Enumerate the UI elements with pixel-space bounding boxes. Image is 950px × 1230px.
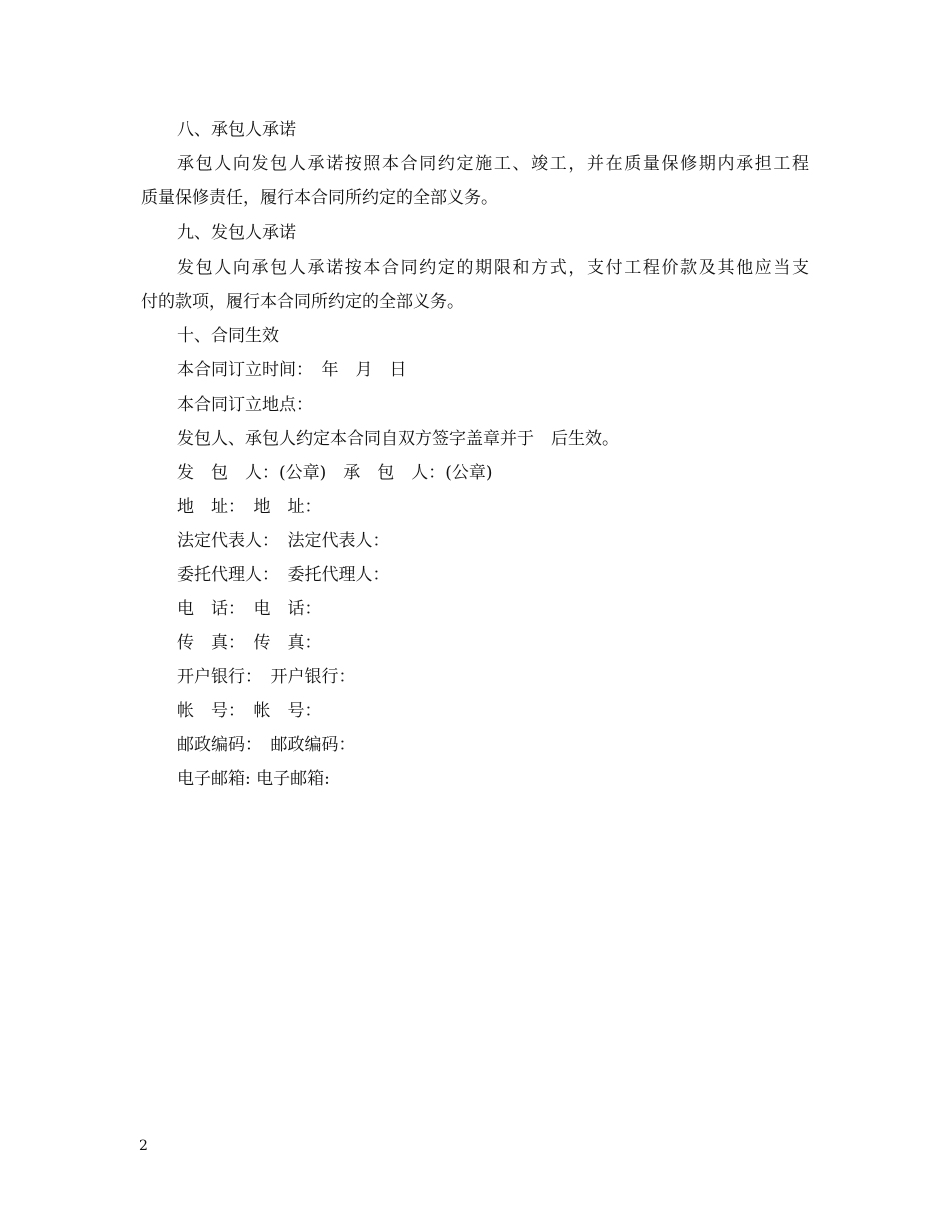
- postal-code-line: 邮政编码： 邮政编码：: [177, 735, 356, 755]
- phone-line: 电 话： 电 话：: [177, 599, 322, 619]
- authorized-agent-line: 委托代理人： 委托代理人：: [177, 565, 390, 585]
- signing-date-line: 本合同订立时间： 年 月 日: [177, 360, 407, 380]
- paragraph-line: 发包人向承包人承诺按本合同约定的期限和方式，支付工程价款及其他应当支: [177, 258, 809, 278]
- section-heading-8: 八、承包人承诺: [177, 120, 296, 140]
- account-number-line: 帐 号： 帐 号：: [177, 701, 322, 721]
- party-names-line: 发 包 人：(公章) 承 包 人：(公章): [177, 463, 493, 483]
- page-number: 2: [139, 1138, 148, 1154]
- section-heading-9: 九、发包人承诺: [177, 223, 296, 243]
- email-line: 电子邮箱: 电子邮箱:: [177, 769, 330, 789]
- effective-clause-line: 发包人、承包人约定本合同自双方签字盖章并于 后生效。: [177, 429, 619, 449]
- paragraph-line: 承包人向发包人承诺按照本合同约定施工、竣工，并在质量保修期内承担工程: [177, 154, 809, 174]
- paragraph-line: 付的款项，履行本合同所约定的全部义务。: [141, 292, 464, 312]
- fax-line: 传 真： 传 真：: [177, 633, 322, 653]
- signing-place-line: 本合同订立地点：: [177, 395, 313, 415]
- legal-representative-line: 法定代表人： 法定代表人：: [177, 531, 390, 551]
- address-line: 地 址： 地 址：: [177, 497, 322, 517]
- bank-line: 开户银行： 开户银行：: [177, 667, 356, 687]
- section-heading-10: 十、合同生效: [177, 326, 279, 346]
- paragraph-line: 质量保修责任，履行本合同所约定的全部义务。: [141, 188, 498, 208]
